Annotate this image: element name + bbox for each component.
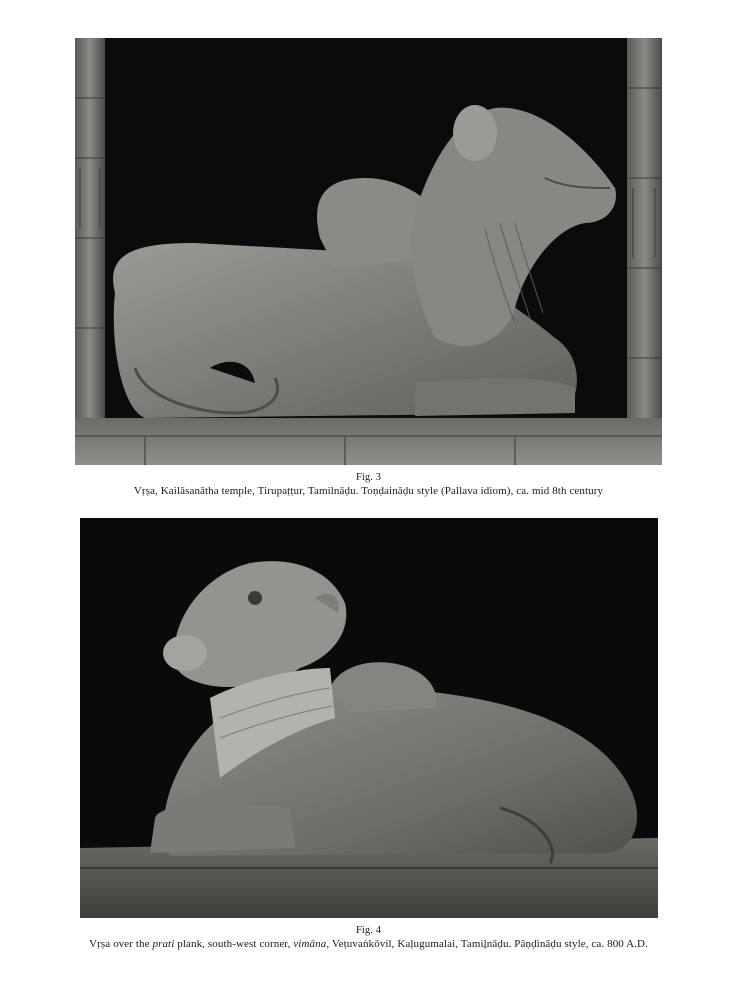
figure-3-photo [75, 38, 662, 465]
figure-3-number: Fig. 3 [355, 472, 382, 483]
figure-4-caption [0, 938, 737, 950]
caption-part: Vṛṣa over the [89, 938, 153, 950]
figure-3-caption: Vṛṣa, Kailāsanātha temple, Tirupaṭṭur, Tamilnāḍu. Toṇḍaināḍu style (Pallava idiom), ca. mid 8th century [133, 485, 604, 497]
caption-italic-term: prati [152, 938, 175, 950]
figure-4-number: Fig. 4 [355, 925, 382, 936]
caption-italic-term: vimāna [293, 938, 327, 950]
bull-sculpture-image [80, 518, 658, 918]
caption-part: plank, south-west corner, [174, 938, 294, 950]
figure-4 [0, 510, 737, 1000]
figure-4-photo [80, 518, 658, 918]
caption-part: , Veṭuvaṅkōvil, Kaḷugumalai, Tamiḻnāḍu. Pāṇḍināḍu style, ca. 800 A.D. [326, 938, 648, 950]
bull-sculpture-image [75, 38, 662, 465]
